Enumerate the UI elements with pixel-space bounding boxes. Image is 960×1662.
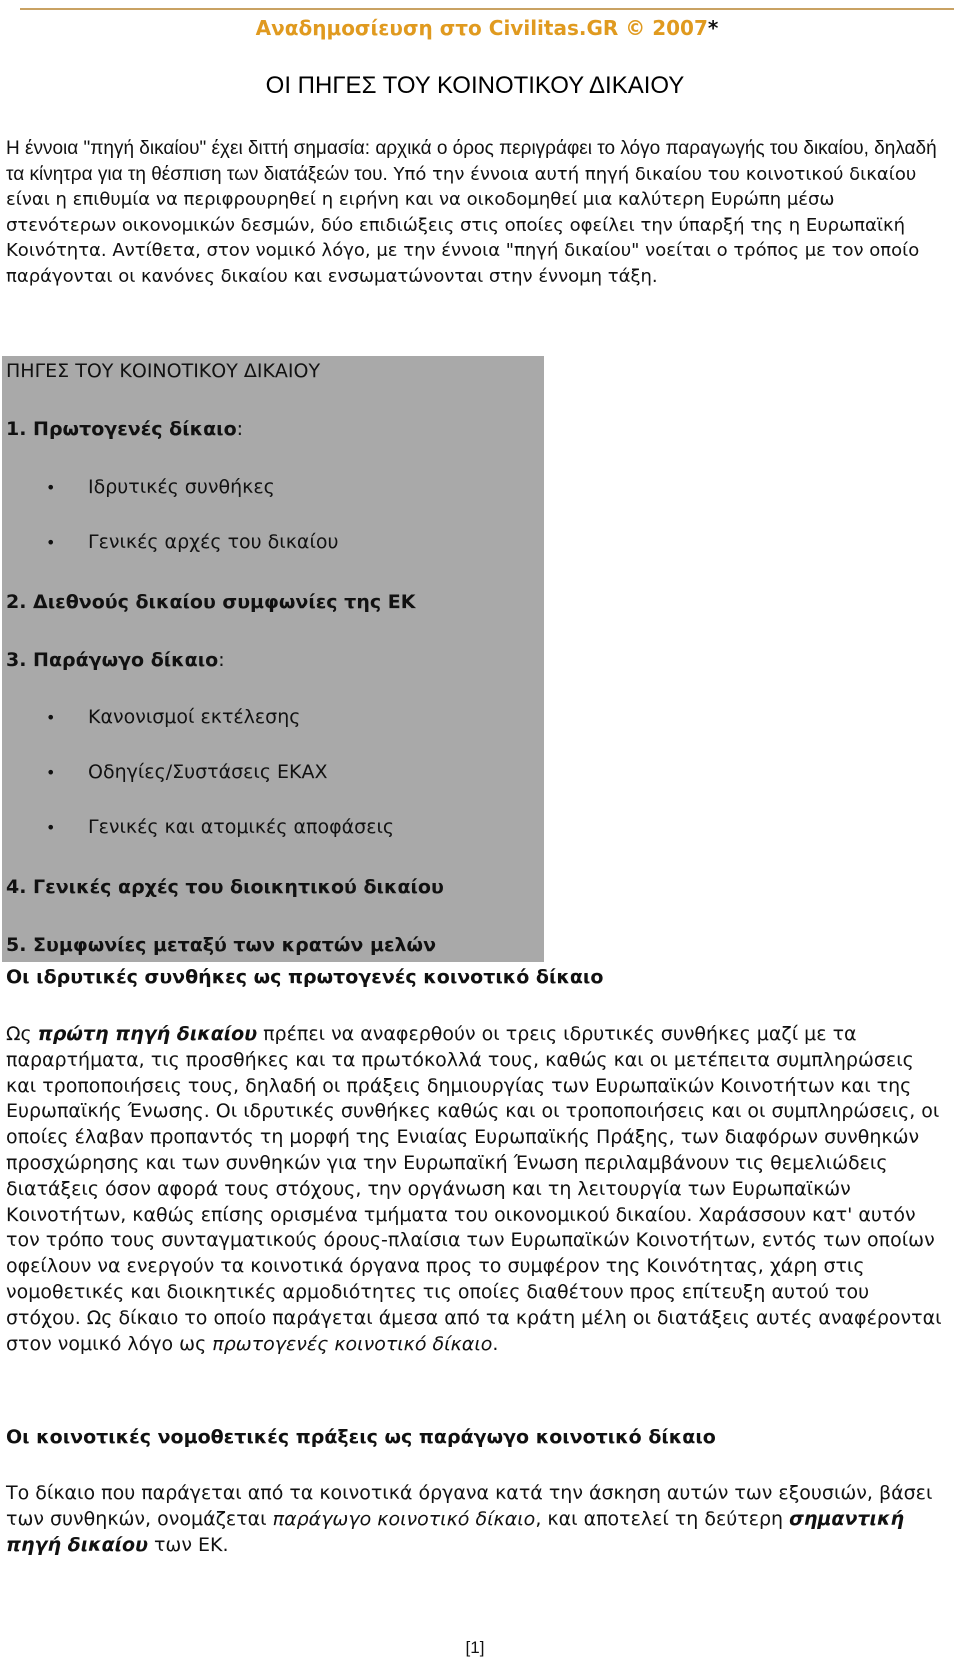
source-item-1-bullet-2: Γενικές αρχές του δικαίου [88, 531, 339, 553]
section-2-end: των ΕΚ. [147, 1533, 229, 1556]
header-star: * [707, 16, 719, 40]
bullet-icon: • [46, 763, 56, 782]
intro-part1: Η έννοια "πηγή δικαίου" έχει διττή σημασία: αρχικά ο όρος περιγράφει το λόγο παραγωγής του δικαίου, δηλαδή τα κίνητρα για τη θέσπιση των διατάξεών του. [6, 138, 937, 185]
source-item-1 [6, 418, 243, 440]
publication-header [20, 8, 954, 40]
source-item-3-bullet-3: Γενικές και ατομικές αποφάσεις [88, 816, 395, 838]
source-item-3-bullet-1: Κανονισμοί εκτέλεσης [88, 706, 301, 728]
source-item-1-suffix: : [236, 418, 244, 440]
footnote-reference[interactable]: [1] [465, 1638, 485, 1657]
bullet-icon: • [46, 533, 56, 552]
source-item-3-bullet-2: Οδηγίες/Συστάσεις ΕΚΑΧ [88, 761, 328, 783]
source-item-4: 4. Γενικές αρχές του διοικητικού δικαίου [6, 876, 444, 898]
section-2-emphasis-1: παράγωγο κοινοτικό δίκαιο [272, 1507, 536, 1530]
intro-paragraph [6, 136, 941, 289]
page-title: ΟΙ ΠΗΓΕΣ ΤΟΥ ΚΟΙΝΟΤΙΚΟΥ ΔΙΚΑΙΟΥ [265, 72, 685, 99]
bullet-icon: • [46, 478, 56, 497]
source-item-2: 2. Διεθνούς δικαίου συμφωνίες της ΕΚ [6, 591, 416, 613]
source-item-3-label: 3. Παράγωγο δίκαιο [6, 649, 219, 671]
source-item-1-label: 1. Πρωτογενές δίκαιο [6, 418, 237, 440]
bullet-icon: • [46, 708, 56, 727]
section-1-pre: Ως [6, 1023, 38, 1045]
section-1-paragraph [6, 1022, 946, 1357]
source-item-3 [6, 649, 225, 671]
intro-part2: Υπό την έννοια αυτή πηγή δικαίου του κοινοτικού δικαίου είναι η επιθυμία να περιφρουρηθεί η ειρήνη και να οικοδομηθεί μια καλύτερη Ευρώπη μέσω στενότερων οικονομικών δεσμών, δύο επιδιώξεις στις οποίες οφείλει την ύπαρξή της η Ευρωπαϊκή Κοινότητα. [6, 163, 917, 261]
section-2-emphasis-2: σημαντική πηγή δικαίου [6, 1507, 904, 1556]
sources-box-heading: ΠΗΓΕΣ ΤΟΥ ΚΟΙΝΟΤΙΚΟΥ ΔΙΚΑΙΟΥ [6, 360, 321, 382]
bullet-icon: • [46, 818, 56, 837]
section-2-paragraph [6, 1481, 946, 1558]
section-2-mid: , και αποτελεί τη δεύτερη [535, 1507, 790, 1530]
source-item-5: 5. Συμφωνίες μεταξύ των κρατών μελών [6, 934, 437, 956]
sources-box [2, 356, 544, 962]
section-1-body: πρέπει να αναφερθούν οι τρεις ιδρυτικές συνθήκες μαζί με τα παραρτήματα, τις προσθήκες και τα πρωτόκολλά τους, καθώς και οι μετέπειτα συμπληρώσεις και τροποποιήσεις τους, δηλαδή οι πράξεις δημιουργίας των Ευρωπαϊκών Κοινοτήτων και της Ευρωπαϊκής Ένωσης. Οι ιδρυτικές συνθήκες καθώς και οι τροποποιήσεις και οι συμπληρώσεις, οι οποίες έλαβαν προπαντός τη μορφή της Ενιαίας Ευρωπαϊκής Πράξης, των διαφόρων συνθηκών προσχώρησης και των συνθηκών για την Ευρωπαϊκή Ένωση περιλαμβάνουν τις θεμελιώδεις διατάξεις όσον αφορά τους στόχους, την οργάνωση και τη λειτουργία των Ευρωπαϊκών Κοινοτήτων, καθώς επίσης ορισμένα τμήματα του οικονομικού δικαίου. Χαράσσουν κατ' αυτόν τον τρόπο τους συνταγματικούς όρους-πλαίσια των Ευρωπαϊκών Κοινοτήτων, εντός των οποίων οφείλουν να ενεργούν τα κοινοτικά όργανα προς το συμφέρον της Κοινότητας, χάρη στις νομοθετικές και διοικητικές αρμοδιότητες τις οποίες διαθέτουν προς επίτευξη αυτού του στόχου. Ως δίκαιο το οποίο παράγεται άμεσα από τα κράτη μέλη οι διατάξεις αυτές αναφέρονται στον νομικό λόγο ως [6, 1023, 942, 1355]
source-item-3-suffix: : [218, 649, 225, 671]
section-1-emphasis-1: πρώτη πηγή δικαίου [37, 1023, 258, 1045]
intro-part3: Αντίθετα, στον νομικό λόγο, με την έννοια "πηγή δικαίου" νοείται ο τρόπος με τον οποίο παράγονται οι κανόνες δικαίου και ενσωματώνονται στην έννομη τάξη. [6, 240, 920, 287]
section-1-end: . [492, 1332, 499, 1355]
source-item-1-bullet-1: Ιδρυτικές συνθήκες [88, 476, 275, 498]
header-text: Αναδημοσίευση στο Civilitas.GR © 2007 [255, 16, 708, 40]
section-2-heading: Οι κοινοτικές νομοθετικές πράξεις ως παράγωγο κοινοτικό δίκαιο [6, 1426, 716, 1448]
section-1-emphasis-2: πρωτογενές κοινοτικό δίκαιο [212, 1332, 493, 1355]
section-1-heading: Οι ιδρυτικές συνθήκες ως πρωτογενές κοινοτικό δίκαιο [6, 966, 604, 988]
section-2-pre: Το δίκαιο που παράγεται από τα κοινοτικά όργανα κατά την άσκηση αυτών των εξουσιών, βάσει των συνθηκών, ονομάζεται [6, 1482, 933, 1530]
